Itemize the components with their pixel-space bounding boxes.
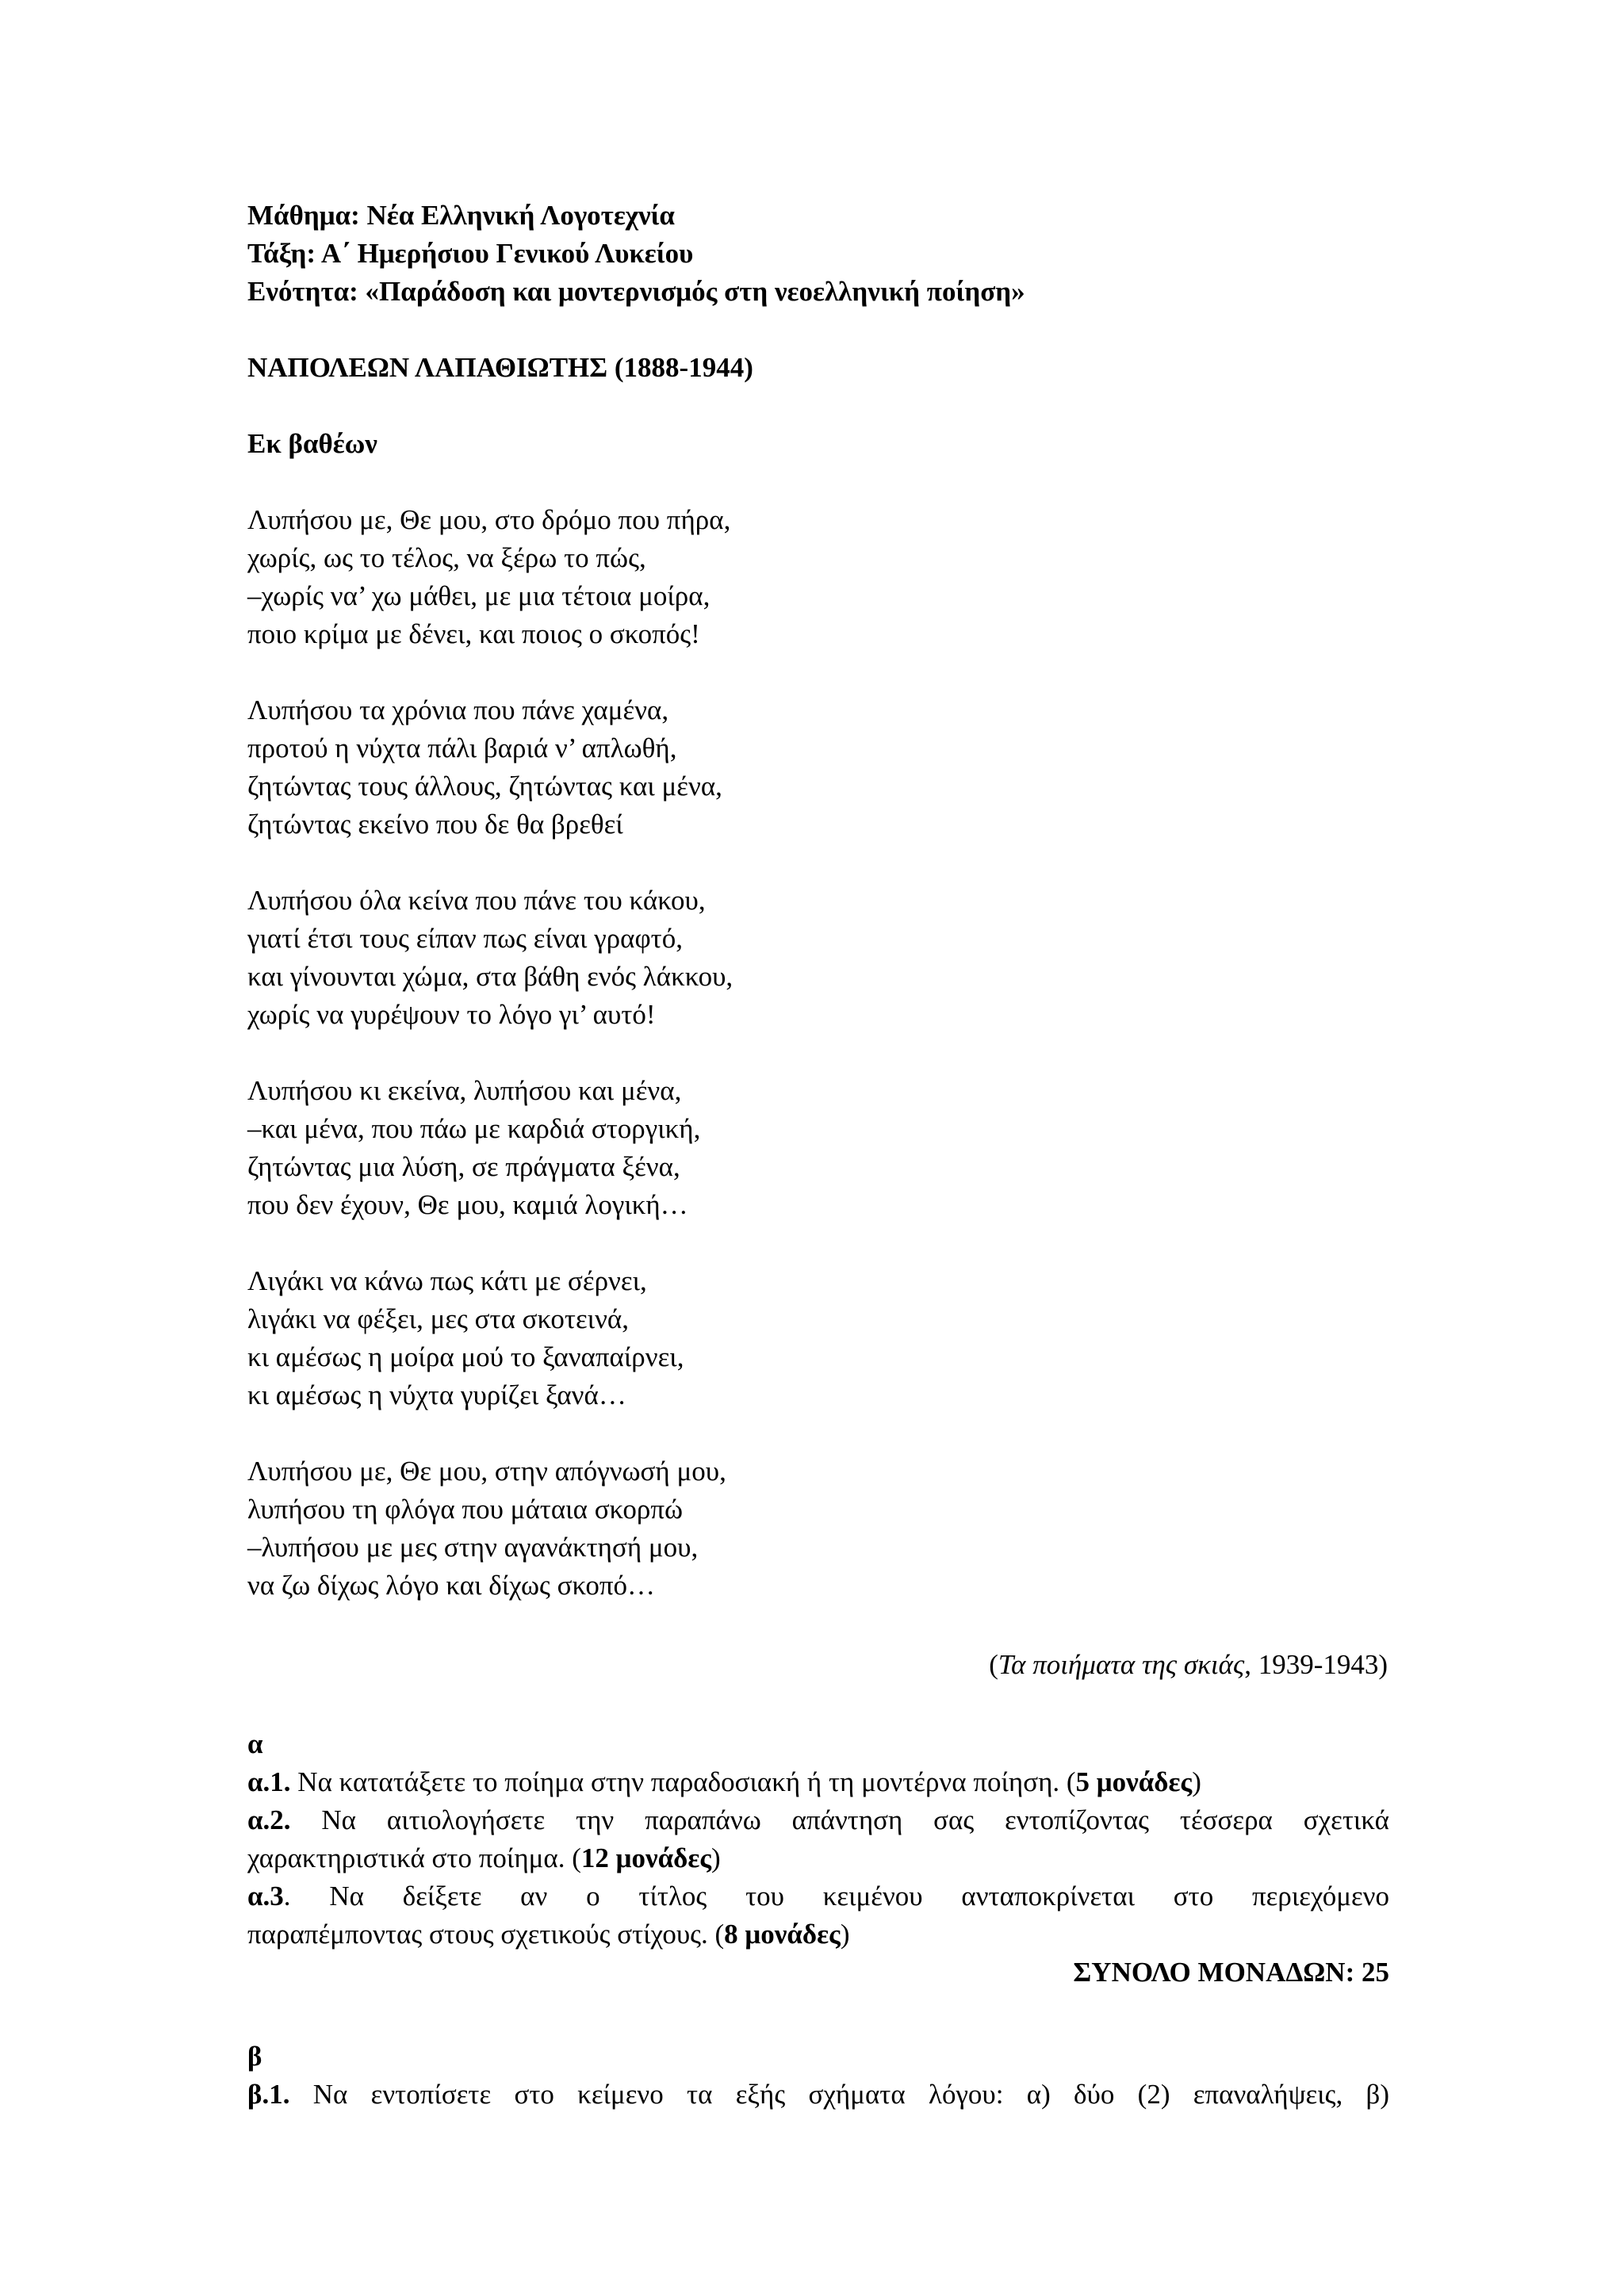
poem-verse: –χωρίς να’ χω μάθει, με μια τέτοια μοίρα,: [247, 580, 710, 611]
question-text: . Να δείξετε αν ο τίτλος του κειμένου ανταποκρίνεται στο περιεχόμενο: [283, 1881, 1389, 1911]
poem-verse: –και μένα, που πάω με καρδιά στοργική,: [247, 1113, 701, 1144]
question-line: [247, 1877, 1389, 1915]
question-a2: [247, 1801, 1389, 1877]
question-points: 5 μονάδες: [1075, 1766, 1193, 1797]
poem-verse: λυπήσου τη φλόγα που μάταια σκορπώ: [247, 1494, 684, 1525]
section-a-letter: α: [247, 1728, 263, 1759]
question-close: ): [711, 1843, 721, 1873]
poem-stanza: [247, 691, 1389, 844]
subject-label: Μάθημα: Νέα Ελληνική Λογοτεχνία: [247, 200, 675, 231]
poem-verse: ζητώντας μια λύση, σε πράγματα ξένα,: [247, 1151, 680, 1182]
poem-verse: ζητώντας τους άλλους, ζητώντας και μένα,: [247, 771, 722, 802]
question-line: [247, 1801, 1389, 1839]
document-page: [247, 197, 1389, 2114]
question-text: παραπέμποντας στους σχετικούς στίχους. (: [247, 1919, 725, 1950]
question-line: [247, 1915, 1389, 1954]
class-label: Τάξη: Α΄ Ημερήσιου Γενικού Λυκείου: [247, 238, 694, 269]
poem-verse: κι αμέσως η νύχτα γυρίζει ξανά…: [247, 1380, 626, 1410]
source-open: (: [989, 1649, 998, 1680]
source-work: Τα ποιήματα της σκιάς: [998, 1649, 1245, 1680]
poem-verse: Λυπήσου με, Θε μου, στην απόγνωσή μου,: [247, 1456, 726, 1487]
poem-title: Εκ βαθέων: [247, 428, 377, 459]
question-a3: [247, 1877, 1389, 1954]
question-b1: [247, 2076, 1389, 2114]
poem-verse: γιατί έτσι τους είπαν πως είναι γραφτό,: [247, 923, 683, 954]
poem-stanza: [247, 882, 1389, 1034]
question-number: β.1.: [247, 2079, 290, 2110]
poem-verse: που δεν έχουν, Θε μου, καμιά λογική…: [247, 1189, 688, 1220]
poem-verse: Λυπήσου με, Θε μου, στο δρόμο που πήρα,: [247, 504, 731, 535]
poem-verse: Λιγάκι να κάνω πως κάτι με σέρνει,: [247, 1265, 647, 1296]
unit-label: Ενότητα: «Παράδοση και μοντερνισμός στη νεοελληνική ποίηση»: [247, 276, 1025, 307]
document-header: [247, 197, 1389, 311]
poem-verse: χωρίς να γυρέψουν το λόγο γι’ αυτό!: [247, 999, 656, 1030]
poem-stanza: [247, 1072, 1389, 1224]
total-points: ΣΥΝΟΛΟ ΜΟΝΑΔΩΝ: 25: [1073, 1957, 1389, 1988]
question-text: χαρακτηριστικά στο ποίημα. (: [247, 1843, 581, 1873]
poem-author: ΝΑΠΟΛΕΩΝ ΛΑΠΑΘΙΩΤΗΣ (1888-1944): [247, 352, 753, 383]
question-number: α.3: [247, 1881, 284, 1911]
poem-verse: λιγάκι να φέξει, μες στα σκοτεινά,: [247, 1303, 630, 1334]
poem-verse: και γίνουνται χώμα, στα βάθη ενός λάκκου,: [247, 961, 733, 992]
question-points: 8 μονάδες: [724, 1919, 841, 1950]
poem-verse: Λυπήσου κι εκείνα, λυπήσου και μένα,: [247, 1075, 682, 1106]
poem-verse: προτού η νύχτα πάλι βαριά ν’ απλωθή,: [247, 733, 677, 763]
question-text: Να εντοπίσετε στο κείμενο τα εξής σχήματα λόγου: α) δύο (2) επαναλήψεις, β): [289, 2079, 1389, 2110]
poem-source: [247, 1646, 1389, 1684]
question-points: 12 μονάδες: [580, 1843, 712, 1873]
question-close: ): [1192, 1766, 1201, 1797]
poem-verse: χωρίς, ως το τέλος, να ξέρω το πώς,: [247, 542, 646, 573]
poem-body: [247, 501, 1389, 1605]
poem-stanza: [247, 501, 1389, 653]
question-number: α.1.: [247, 1766, 291, 1797]
poem-verse: κι αμέσως η μοίρα μού το ξαναπαίρνει,: [247, 1341, 684, 1372]
question-number: α.2.: [247, 1804, 291, 1835]
question-line: [247, 1839, 1389, 1877]
question-close: ): [840, 1919, 850, 1950]
poem-verse: ποιο κρίμα με δένει, και ποιος ο σκοπός!: [247, 618, 700, 649]
section-b-letter: β: [247, 2041, 262, 2072]
question-text: Να κατατάξετε το ποίημα στην παραδοσιακή ή τη μοντέρνα ποίηση. (: [290, 1766, 1076, 1797]
poem-verse: Λυπήσου όλα κείνα που πάνε του κάκου,: [247, 885, 706, 916]
poem-verse: Λυπήσου τα χρόνια που πάνε χαμένα,: [247, 695, 669, 725]
section-a: [247, 1725, 1389, 1992]
source-years: , 1939-1943): [1244, 1649, 1388, 1680]
poem-verse: ζητώντας εκείνο που δε θα βρεθεί: [247, 809, 623, 840]
poem-verse: –λυπήσου με μες στην αγανάκτησή μου,: [247, 1532, 699, 1563]
question-text: Να αιτιολογήσετε την παραπάνω απάντηση σας εντοπίζοντας τέσσερα σχετικά: [290, 1804, 1389, 1835]
section-b: [247, 2038, 1389, 2114]
poem-verse: να ζω δίχως λόγο και δίχως σκοπό…: [247, 1570, 655, 1601]
question-a1: [247, 1763, 1389, 1801]
poem-stanza: [247, 1262, 1389, 1414]
poem-stanza: [247, 1452, 1389, 1605]
